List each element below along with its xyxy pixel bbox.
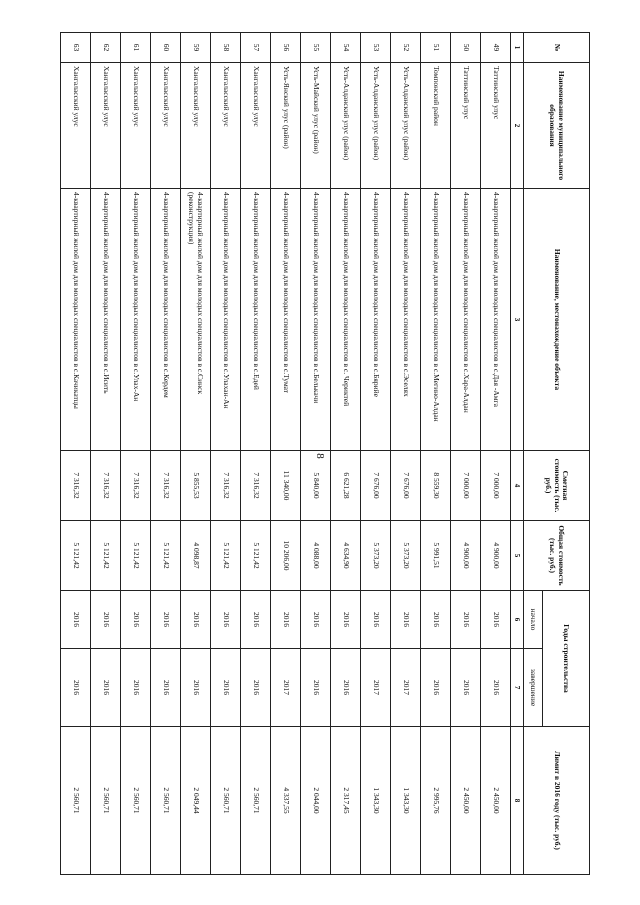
end-year: 2016 (331, 649, 361, 727)
column-index: 3 (511, 189, 524, 451)
column-index: 4 (511, 451, 524, 521)
limit-2016: 1 343,30 (391, 727, 421, 875)
municipality-name: Усть-Алданский улус (район) (361, 63, 391, 189)
header-municipality: Наименование муниципального образования (524, 63, 590, 189)
municipality-name: Хангаласский улус (91, 63, 121, 189)
end-year: 2016 (451, 649, 481, 727)
end-year: 2017 (271, 649, 301, 727)
row-number: 56 (271, 33, 301, 63)
column-index: 1 (511, 33, 524, 63)
estimated-cost: 7 316,32 (91, 451, 121, 521)
total-cost: 4 098,87 (181, 521, 211, 591)
estimated-cost: 7 316,32 (121, 451, 151, 521)
limit-2016: 2 450,00 (481, 727, 511, 875)
header-total-cost: Общая стоимость (тыс. руб.) (524, 521, 590, 591)
start-year: 2016 (211, 591, 241, 649)
column-index: 6 (511, 591, 524, 649)
row-number: 62 (91, 33, 121, 63)
column-index-row (511, 33, 524, 875)
table-row (451, 33, 481, 875)
object-name: 4-квартирный жилой дом для молодых специалистов в с.Хара-Алдан (451, 189, 481, 451)
end-year: 2017 (391, 649, 421, 727)
limit-2016: 4 337,55 (271, 727, 301, 875)
row-number: 61 (121, 33, 151, 63)
start-year: 2016 (91, 591, 121, 649)
estimated-cost: 7 000,00 (451, 451, 481, 521)
table-row (181, 33, 211, 875)
total-cost: 5 121,42 (61, 521, 91, 591)
table-row (151, 33, 181, 875)
start-year: 2016 (391, 591, 421, 649)
column-index: 2 (511, 63, 524, 189)
object-name: 4-квартирный жилой дом для молодых специалистов в с.Бярийе (361, 189, 391, 451)
estimated-cost: 7 676,00 (391, 451, 421, 521)
start-year: 2016 (151, 591, 181, 649)
estimated-cost: 6 621,28 (331, 451, 361, 521)
municipality-name: Усть-Майский улус (район) (301, 63, 331, 189)
end-year: 2017 (361, 649, 391, 727)
row-number: 63 (61, 33, 91, 63)
total-cost: 5 121,42 (241, 521, 271, 591)
row-number: 55 (301, 33, 331, 63)
rotated-table-wrapper (71, 32, 590, 874)
column-index: 8 (511, 727, 524, 875)
object-name: 4-квартирный жилой дом для молодых специалистов в с.Синск (реконструкция) (181, 189, 211, 451)
limit-2016: 2 560,71 (121, 727, 151, 875)
total-cost: 5 121,42 (91, 521, 121, 591)
column-index: 7 (511, 649, 524, 727)
municipality-name: Томпонский район (421, 63, 451, 189)
end-year: 2016 (61, 649, 91, 727)
total-cost: 5 121,42 (211, 521, 241, 591)
estimated-cost: 8 559,30 (421, 451, 451, 521)
object-name: 4-квартирный жилой дом для молодых специалистов в с.Белькачи (301, 189, 331, 451)
table-row (241, 33, 271, 875)
start-year: 2016 (451, 591, 481, 649)
estimated-cost: 7 000,00 (481, 451, 511, 521)
municipality-name: Хангаласский улус (241, 63, 271, 189)
total-cost: 5 991,51 (421, 521, 451, 591)
municipality-name: Таттинский улус (481, 63, 511, 189)
limit-2016: 2 560,71 (151, 727, 181, 875)
end-year: 2016 (421, 649, 451, 727)
header-start: начало (524, 591, 543, 649)
end-year: 2016 (151, 649, 181, 727)
total-cost: 5 121,42 (121, 521, 151, 591)
row-number: 59 (181, 33, 211, 63)
table-row (361, 33, 391, 875)
object-name: 4-квартирный жилой дом для молодых специалистов в с.Улахан-Ан (211, 189, 241, 451)
page-number-text: 8 (314, 453, 326, 459)
total-cost: 5 373,20 (391, 521, 421, 591)
end-year: 2016 (121, 649, 151, 727)
table-row (481, 33, 511, 875)
total-cost: 4 900,00 (451, 521, 481, 591)
header-end: завершение (524, 649, 543, 727)
start-year: 2016 (331, 591, 361, 649)
estimated-cost: 7 316,32 (151, 451, 181, 521)
object-name: 4-квартирный жилой дом для молодых специалистов в с.Эселях (391, 189, 421, 451)
total-cost: 4 634,90 (331, 521, 361, 591)
start-year: 2016 (61, 591, 91, 649)
limit-2016: 2 995,76 (421, 727, 451, 875)
object-name: 4-квартирный жилой дом для молодых специалистов в с.Мегино-Алдан (421, 189, 451, 451)
table-row (331, 33, 361, 875)
limit-2016: 2 560,71 (91, 727, 121, 875)
row-number: 58 (211, 33, 241, 63)
estimated-cost: 7 316,32 (211, 451, 241, 521)
estimated-cost: 7 316,32 (241, 451, 271, 521)
end-year: 2016 (91, 649, 121, 727)
start-year: 2016 (361, 591, 391, 649)
table-row (211, 33, 241, 875)
municipality-name: Хангаласский улус (211, 63, 241, 189)
municipality-name: Усть-Янский улус (район) (271, 63, 301, 189)
object-name: 4-квартирный жилой дом для молодых специалистов в с.Едей (241, 189, 271, 451)
row-number: 52 (391, 33, 421, 63)
object-name: 4-квартирный жилой дом для молодых специалистов в с. Чериктей (331, 189, 361, 451)
total-cost: 5 373,20 (361, 521, 391, 591)
limit-2016: 1 343,30 (361, 727, 391, 875)
row-number: 49 (481, 33, 511, 63)
table-row (391, 33, 421, 875)
limit-2016: 2 317,45 (331, 727, 361, 875)
start-year: 2016 (421, 591, 451, 649)
column-index: 5 (511, 521, 524, 591)
object-name: 4-квартирный жилой дом для молодых специалистов в с.Исить (91, 189, 121, 451)
municipality-name: Таттинский улус (451, 63, 481, 189)
table-row (301, 33, 331, 875)
start-year: 2016 (481, 591, 511, 649)
estimated-cost: 11 340,00 (271, 451, 301, 521)
limit-2016: 2 044,00 (301, 727, 331, 875)
estimated-cost: 5 855,53 (181, 451, 211, 521)
total-cost: 4 900,00 (481, 521, 511, 591)
municipality-name: Усть-Алданский улус (район) (331, 63, 361, 189)
table-header (511, 33, 590, 875)
object-name: 4-квартирный жилой дом для молодых специалистов в с.Тумат (271, 189, 301, 451)
start-year: 2016 (121, 591, 151, 649)
object-name: 4-квартирный жилой дом для молодых специалистов в с.Качикатцы (61, 189, 91, 451)
table-row (421, 33, 451, 875)
row-number: 57 (241, 33, 271, 63)
header-object: Наименование, местонахождение объекта (524, 189, 590, 451)
table-row (121, 33, 151, 875)
municipality-name: Хангаласский улус (151, 63, 181, 189)
end-year: 2016 (481, 649, 511, 727)
municipality-name: Хангаласский улус (61, 63, 91, 189)
header-construction-years: Годы строительства (543, 591, 590, 727)
total-cost: 5 121,42 (151, 521, 181, 591)
start-year: 2016 (271, 591, 301, 649)
table-row (91, 33, 121, 875)
limit-2016: 2 560,71 (211, 727, 241, 875)
row-number: 53 (361, 33, 391, 63)
estimated-cost: 7 676,00 (361, 451, 391, 521)
object-name: 4-квартирный жилой дом для молодых специалистов в с.Дая -Амга (481, 189, 511, 451)
construction-table (60, 32, 590, 875)
table-row (61, 33, 91, 875)
start-year: 2016 (181, 591, 211, 649)
object-name: 4-квартирный жилой дом для молодых специалистов в с.Улах-Ан (121, 189, 151, 451)
total-cost: 4 088,00 (301, 521, 331, 591)
municipality-name: Хангаласский улус (181, 63, 211, 189)
row-number: 60 (151, 33, 181, 63)
start-year: 2016 (241, 591, 271, 649)
limit-2016: 2 450,00 (451, 727, 481, 875)
municipality-name: Усть-Алданский улус (район) (391, 63, 421, 189)
limit-2016: 2 560,71 (241, 727, 271, 875)
end-year: 2016 (181, 649, 211, 727)
end-year: 2016 (301, 649, 331, 727)
table-body (61, 33, 511, 875)
end-year: 2016 (241, 649, 271, 727)
table-row (271, 33, 301, 875)
total-cost: 10 206,00 (271, 521, 301, 591)
estimated-cost: 7 316,32 (61, 451, 91, 521)
row-number: 51 (421, 33, 451, 63)
header-num: № (524, 33, 590, 63)
municipality-name: Хангаласский улус (121, 63, 151, 189)
header-estimated-cost: Сметная стоимость (тыс. руб.) (524, 451, 590, 521)
estimated-cost: 5 840,00 (301, 451, 331, 521)
start-year: 2016 (301, 591, 331, 649)
header-limit-2016: Лимит в 2016 году (тыс. руб.) (524, 727, 590, 875)
object-name: 4-квартирный жилой дом для молодых специалистов в с.Кердем (151, 189, 181, 451)
row-number: 54 (331, 33, 361, 63)
row-number: 50 (451, 33, 481, 63)
limit-2016: 2 049,44 (181, 727, 211, 875)
limit-2016: 2 560,71 (61, 727, 91, 875)
end-year: 2016 (211, 649, 241, 727)
